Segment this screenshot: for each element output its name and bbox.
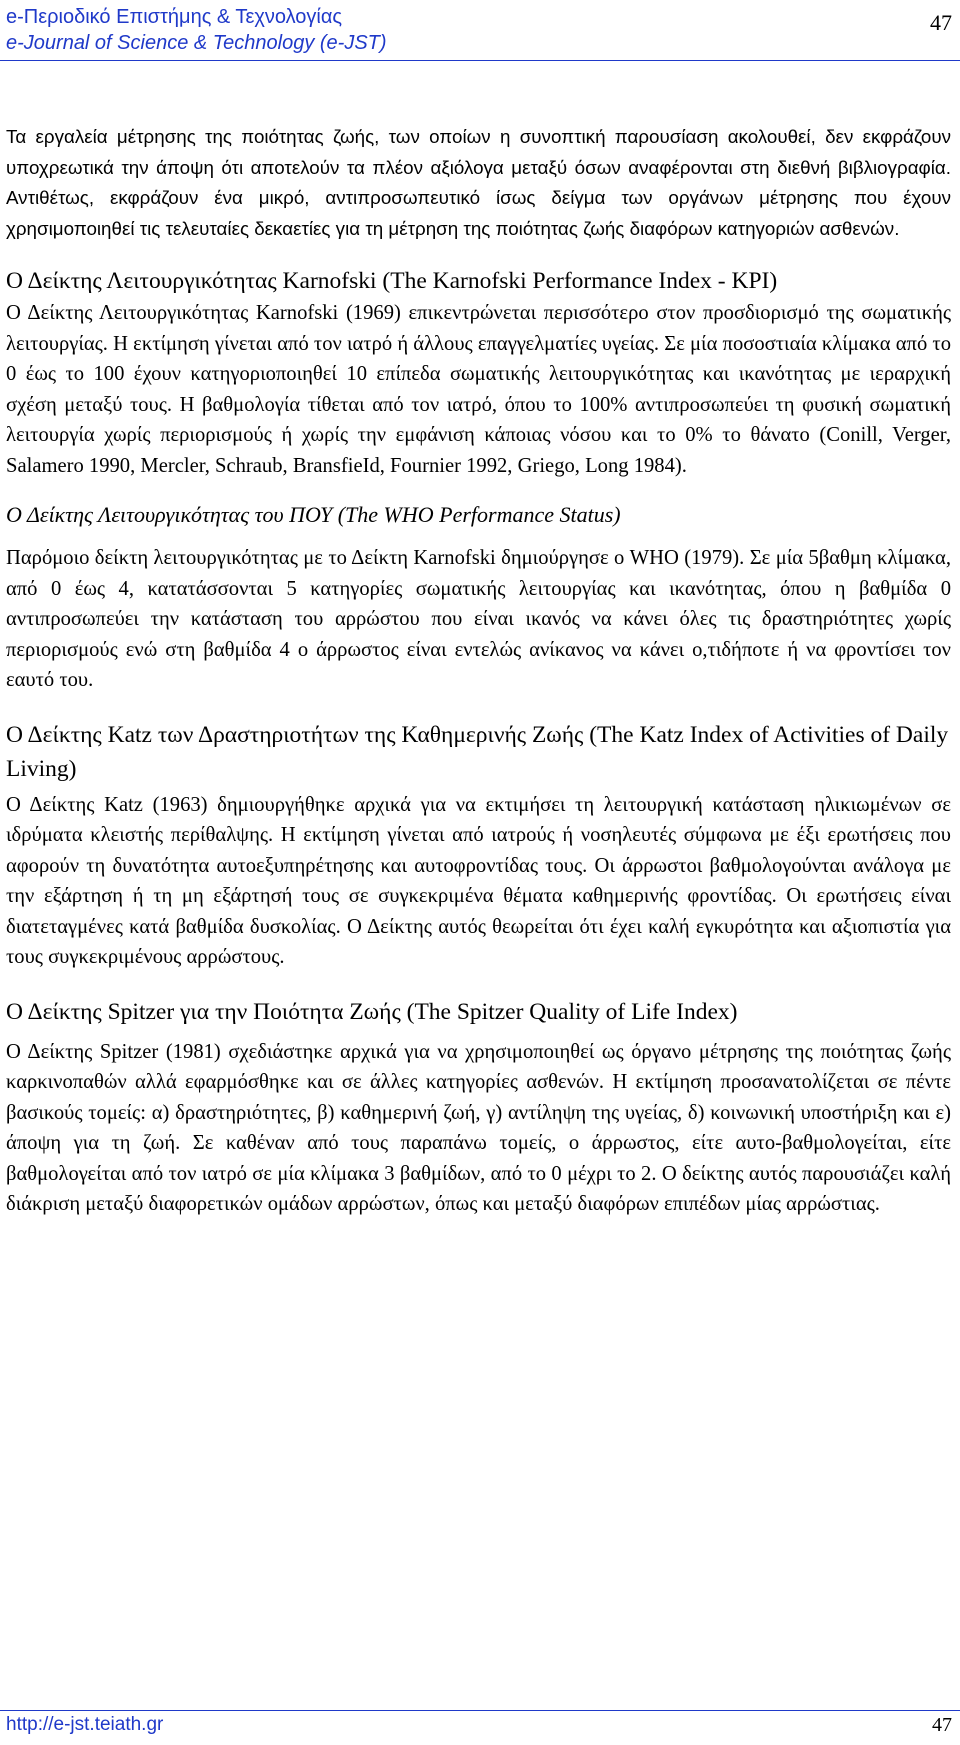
header-divider xyxy=(0,60,960,61)
intro-paragraph: Τα εργαλεία μέτρησης της ποιότητας ζωής, των οποίων η συνοπτική παρουσίαση ακολουθεί, δεν εκφράζουν υποχρεωτικά την άποψη ότι αποτελούν τα πλέον αξιόλογα μεταξύ όσων αναφέρονται στη διεθνή βιβλιογραφία. Αντιθέτως, εκφράζουν ένα μικρό, αντιπροσωπευτικό ίσως δείγμα των οργάνων μέτρησης που έχουν χρησιμοποιηθεί τις τελευταίες δεκαετίες για τη μέτρηση της ποιότητας ζωής διαφόρων κατηγοριών ασθενών. xyxy=(6,126,951,239)
journal-title-english: e-Journal of Science & Technology (e-JST) xyxy=(6,32,387,54)
spitzer-paragraph: Ο Δείκτης Spitzer (1981) σχεδιάστηκε αρχικά για να χρησιμοποιηθεί ως όργανο μέτρησης της ποιότητας ζωής καρκινοπαθών αλλά εφαρμόσθηκε και σε άλλες κατηγορίες ασθενών. Η εκτίμηση προσανατολίζεται σε πέντε βασικούς τομείς: α) δραστηριότητες, β) καθημερινή ζωή, γ) αντίληψη της υγείας, δ) κοινωνική υποστήριξη και ε) άποψη για τη ζωή. Σε καθέναν από τους παραπάνω τομείς, ο άρρωστος, είτε αυτο-βαθμολογείται, είτε βαθμολογείται από τον ιατρό σε μία κλίμακα 3 βαθμίδων, από το 0 μέχρι το 2. Ο δείκτης αυτός παρουσιάζει καλή διάκριση μεταξύ διαφορετικών ομάδων αρρώστων, όπως και μεταξύ διαφόρων επιπέδων μίας αρρώστιας. xyxy=(6,1040,951,1215)
who-heading: Ο Δείκτης Λειτουργικότητας του ΠΟΥ (The WHO Performance Status) xyxy=(6,502,621,527)
page-header xyxy=(6,4,954,56)
footer-url-link[interactable]: http://e-jst.teiath.gr xyxy=(6,1714,164,1735)
header-page-number: 47 xyxy=(930,10,952,35)
document-body xyxy=(6,122,951,1220)
journal-title-greek: e-Περιοδικό Επιστήμης & Τεχνολογίας xyxy=(6,6,343,28)
karnofski-paragraph: Ο Δείκτης Λειτουργικότητας Karnofski (1969) επικεντρώνεται περισσότερο στον προσδιορισμό της σωματικής λειτουργίας. Η εκτίμηση γίνεται από τον ιατρό ή άλλους επαγγελματίες υγείας. Σε μία ποσοστιαία κλίμακα από το 0 έως το 100 έχουν κατηγοριοποιηθεί 10 επίπεδα σωματικής λειτουργικότητας και ικανότητας με ιεραρχική σχέση μεταξύ τους. Η βαθμολογία τίθεται από τον ιατρό, όπου το 100% αντιπροσωπεύει τη φυσική σωματική λειτουργία χωρίς περιορισμούς ή χωρίς την εμφάνιση κάποιας νόσου και το 0% το θάνατο (Conill, Verger, Salamero 1990, Mercler, Schraub, BransfieId, Fournier 1992, Griego, Long 1984). xyxy=(6,302,951,477)
karnofski-heading: Ο Δείκτης Λειτουργικότητας Karnofski (The Karnofski Performance Index - KPI) xyxy=(6,268,778,294)
who-paragraph: Παρόμοιο δείκτη λειτουργικότητας με το Δείκτη Karnofski δημιούργησε ο WHO (1979). Σε μία 5βαθμη κλίμακα, από 0 έως 4, κατατάσσονται 5 κατηγορίες σωματικής λειτουργίας και ικανότητας, όπου η βαθμίδα 0 αντιπροσωπεύει την κατάσταση του αρρώστου που είναι ικανός να κάνει όλες τις δραστηριότητες χωρίς περιορισμούς ενώ στη βαθμίδα 4 ο άρρωστος είναι εντελώς ανίκανος να κάνει ο,τιδήποτε ή να φροντίσει τον εαυτό του. xyxy=(6,547,951,691)
page-footer xyxy=(6,1714,954,1740)
footer-page-number: 47 xyxy=(932,1714,952,1736)
katz-paragraph: Ο Δείκτης Katz (1963) δημιουργήθηκε αρχικά για να εκτιμήσει τη λειτουργική κατάσταση ηλικιωμένων σε ιδρύματα κλειστής περίθαλψης. Η εκτίμηση γίνεται από ιατρούς ή νοσηλευτές σύμφωνα με έξι ερωτήσεις που αφορούν τη δυνατότητα αυτοεξυπηρέτησης και αυτοφροντίδας τους. Οι άρρωστοι βαθμολογούνται ανάλογα με την εξάρτηση ή τη μη εξάρτησή τους σε συγκεκριμένα θέματα καθημερινής φροντίδας. Οι ερωτήσεις είναι διατεταγμένες κατά βαθμίδα δυσκολίας. Ο Δείκτης αυτός θεωρείται ότι έχει καλή εγκυρότητα και αξιοπιστία για τους συγκεκριμένους αρρώστους. xyxy=(6,793,951,968)
katz-heading: Ο Δείκτης Katz των Δραστηριοτήτων της Καθημερινής Ζωής (The Katz Index of Activities of Daily Living) xyxy=(6,721,949,782)
footer-divider xyxy=(0,1710,960,1711)
spitzer-heading: Ο Δείκτης Spitzer για την Ποιότητα Ζωής (The Spitzer Quality of Life Index) xyxy=(6,998,738,1025)
